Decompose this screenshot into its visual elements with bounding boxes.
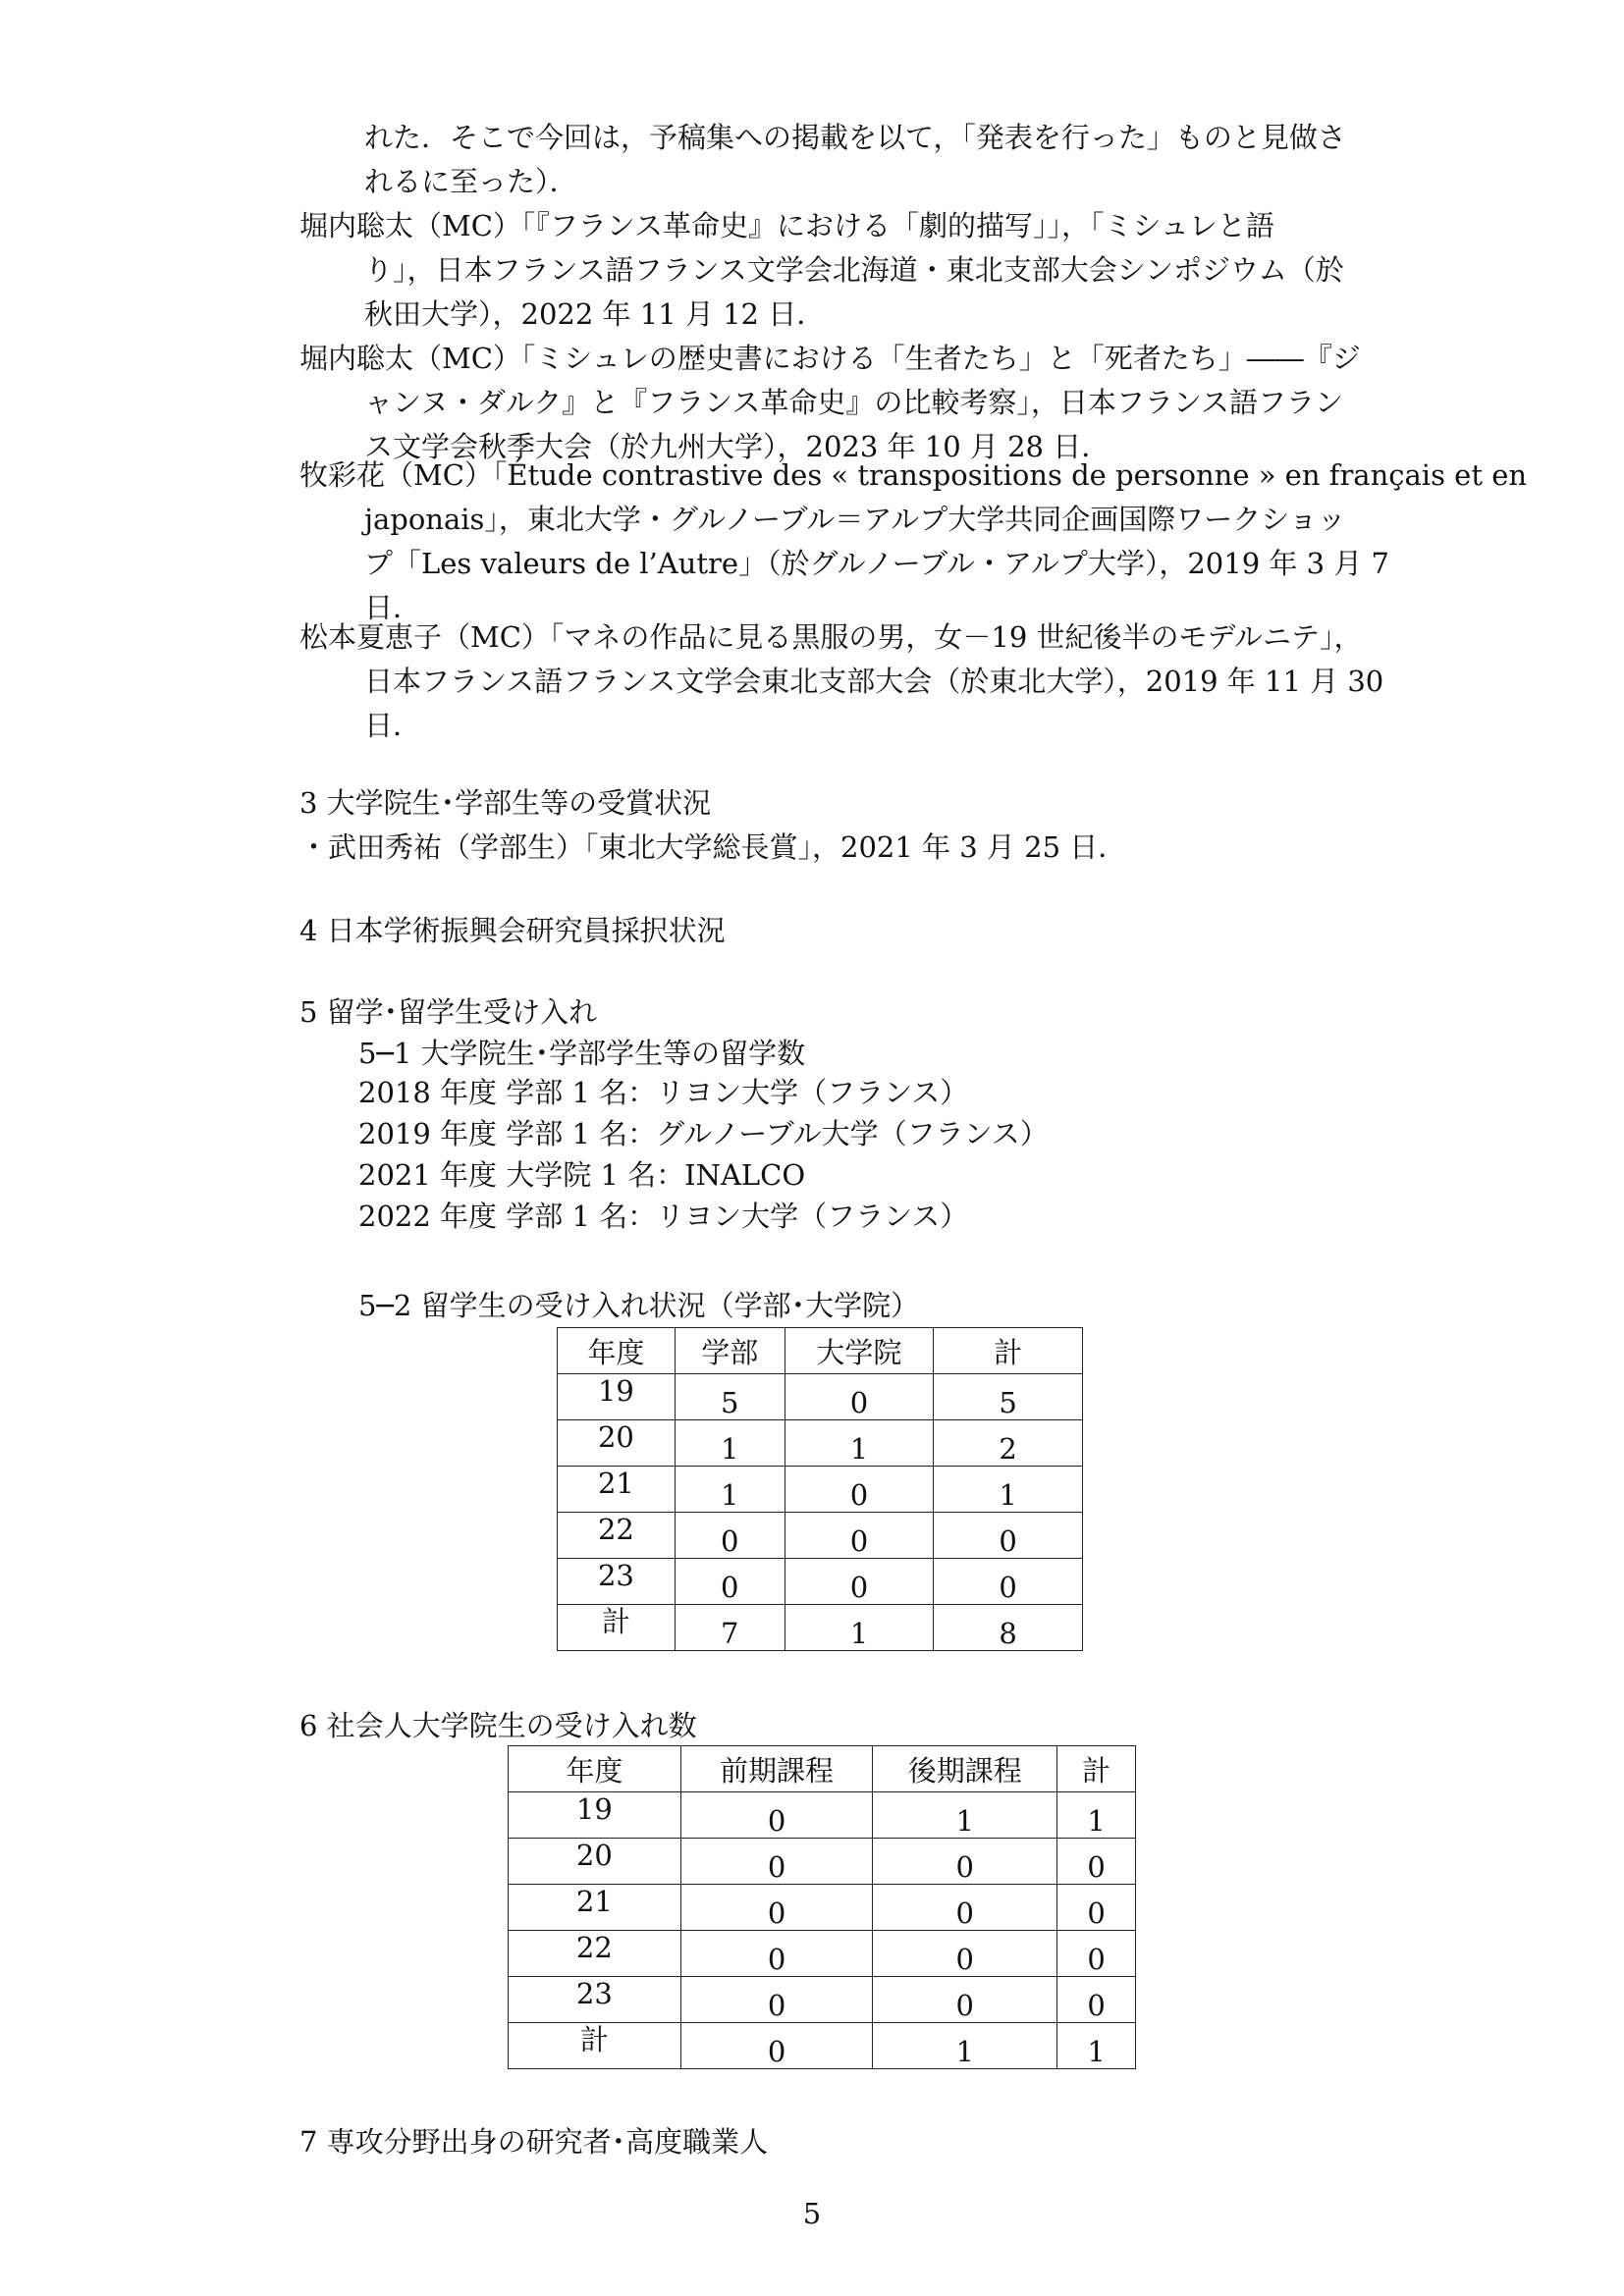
table-cell: 20	[509, 1839, 681, 1885]
table-cell: 0	[785, 1467, 934, 1513]
section-5-2-heading: 5─2 留学生の受け入れ状況（学部･大学院）	[358, 1289, 920, 1322]
table-row	[558, 1559, 1083, 1605]
entry-line: ス文学会秋季大会（於九州大学），2023 年 10 月 28 日．	[364, 430, 1110, 463]
entry-line: プ「Les valeurs de l’Autre」（於グルノーブル・アルプ大学），2019 年 3 月 7	[364, 547, 1389, 580]
table-row	[509, 1792, 1136, 1839]
presentation-entry-maki	[299, 454, 1528, 630]
table-cell: 2	[934, 1420, 1083, 1467]
presentation-entry-horiuchi-1	[299, 204, 1409, 337]
header-cell: 学部	[675, 1328, 785, 1374]
table-cell: 0	[680, 1792, 873, 1839]
table-row	[558, 1374, 1083, 1420]
table-cell: 計	[509, 2023, 681, 2069]
header-cell: 後期課程	[873, 1746, 1057, 1792]
table-total-row	[509, 2023, 1136, 2069]
table-cell: 22	[558, 1513, 676, 1559]
table-cell: 0	[785, 1559, 934, 1605]
table-header-row	[558, 1328, 1083, 1374]
entry-line: japonais」，東北大学・グルノーブル＝アルプ大学共同企画国際ワークショッ	[364, 503, 1346, 536]
table-cell: 1	[785, 1605, 934, 1651]
section-6-heading: 6 社会人大学院生の受け入れ数	[299, 1709, 697, 1742]
table-cell: 0	[785, 1513, 934, 1559]
table-cell: 1	[873, 1792, 1057, 1839]
table-cell: 0	[1057, 1839, 1136, 1885]
entry-line: 堀内聡太（MC）「『フランス革命史』における「劇的描写」」，「ミシュレと語	[299, 209, 1274, 242]
table-cell: 0	[675, 1513, 785, 1559]
table-cell: 0	[680, 1839, 873, 1885]
presentation-entry-horiuchi-2	[299, 337, 1409, 469]
table-cell: 0	[934, 1513, 1083, 1559]
working-adult-students-table	[508, 1745, 1136, 2069]
table-cell: 1	[1057, 1792, 1136, 1839]
table-cell: 0	[785, 1374, 934, 1420]
table-cell: 0	[680, 1977, 873, 2023]
study-abroad-item: 2018 年度 学部 1 名：リヨン大学（フランス）	[358, 1076, 969, 1109]
table-cell: 22	[509, 1931, 681, 1977]
table-cell: 0	[934, 1559, 1083, 1605]
header-cell: 大学院	[785, 1328, 934, 1374]
table-cell: 0	[680, 1885, 873, 1931]
table-cell: 20	[558, 1420, 676, 1467]
table-cell: 0	[873, 1931, 1057, 1977]
presentation-entry-continuation	[299, 116, 1409, 204]
table-row	[509, 1977, 1136, 2023]
header-cell: 年度	[509, 1746, 681, 1792]
table-cell: 5	[675, 1374, 785, 1420]
table-cell: 19	[509, 1792, 681, 1839]
section-7-heading: 7 専攻分野出身の研究者･高度職業人	[299, 2125, 769, 2159]
entry-line: 牧彩花（MC）「Étude contrastive des « transpositions de personne » en français et en	[299, 458, 1528, 492]
header-cell: 前期課程	[680, 1746, 873, 1792]
table-cell: 0	[873, 1885, 1057, 1931]
table-cell: 23	[509, 1977, 681, 2023]
section-5-heading: 5 留学･留学生受け入れ	[299, 995, 598, 1029]
table-cell: 0	[1057, 1977, 1136, 2023]
table-cell: 0	[675, 1559, 785, 1605]
table-cell: 7	[675, 1605, 785, 1651]
page-number: 5	[802, 2197, 822, 2230]
study-abroad-list	[358, 1072, 1049, 1237]
table-cell: 1	[785, 1420, 934, 1467]
table-cell: 19	[558, 1374, 676, 1420]
table-cell: 1	[675, 1420, 785, 1467]
table-cell: 0	[1057, 1931, 1136, 1977]
entry-line: 松本夏恵子（MC）「マネの作品に見る黒服の男，女－19 世紀後半のモデルニテ」，	[299, 620, 1363, 654]
table-cell: 23	[558, 1559, 676, 1605]
table-cell: 21	[509, 1885, 681, 1931]
presentation-entry-matsumoto	[299, 615, 1409, 748]
study-abroad-item: 2022 年度 学部 1 名：リヨン大学（フランス）	[358, 1200, 969, 1233]
header-cell: 計	[934, 1328, 1083, 1374]
entry-line: 日本フランス語フランス文学会東北支部大会（於東北大学），2019 年 11 月 30	[364, 665, 1384, 698]
table-cell: 1	[873, 2023, 1057, 2069]
table-cell: 0	[873, 1977, 1057, 2023]
table-cell: 0	[1057, 1885, 1136, 1931]
table-cell: 1	[675, 1467, 785, 1513]
entry-line: れるに至った）．	[364, 165, 578, 198]
table-cell: 1	[934, 1467, 1083, 1513]
table-row	[509, 1885, 1136, 1931]
header-cell: 年度	[558, 1328, 676, 1374]
table-cell: 5	[934, 1374, 1083, 1420]
entry-line: 堀内聡太（MC）「ミシュレの歴史書における「生者たち」と「死者たち」――『ジ	[299, 342, 1361, 375]
table-row	[509, 1839, 1136, 1885]
study-abroad-item: 2021 年度 大学院 1 名：INALCO	[358, 1158, 806, 1192]
section-3-heading: 3 大学院生･学部生等の受賞状況	[299, 786, 712, 820]
section-5-1-heading: 5─1 大学院生･学部学生等の留学数	[358, 1037, 806, 1070]
entry-line: り」，日本フランス語フランス文学会北海道・東北支部大会シンポジウム（於	[364, 253, 1344, 287]
international-students-table	[557, 1327, 1083, 1651]
table-cell: 0	[873, 1839, 1057, 1885]
table-total-row	[558, 1605, 1083, 1651]
table-row	[558, 1420, 1083, 1467]
entry-line: 秋田大学），2022 年 11 月 12 日．	[364, 297, 826, 331]
entry-line: 日．	[364, 591, 422, 624]
table-row	[558, 1513, 1083, 1559]
table-cell: 21	[558, 1467, 676, 1513]
entry-line: 日．	[364, 709, 422, 742]
header-cell: 計	[1057, 1746, 1136, 1792]
section-4-heading: 4 日本学術振興会研究員採択状況	[299, 914, 726, 947]
entry-line: ャンヌ・ダルク』と『フランス革命史』の比較考察」，日本フランス語フラン	[364, 386, 1344, 419]
table-cell: 8	[934, 1605, 1083, 1651]
table-cell: 0	[680, 2023, 873, 2069]
table-row	[558, 1467, 1083, 1513]
table-cell: 計	[558, 1605, 676, 1651]
award-item: ・武田秀祐（学部生）「東北大学総長賞」，2021 年 3 月 25 日．	[299, 830, 1127, 864]
study-abroad-item: 2019 年度 学部 1 名：グルノーブル大学（フランス）	[358, 1117, 1049, 1150]
table-cell: 0	[680, 1931, 873, 1977]
table-header-row	[509, 1746, 1136, 1792]
table-cell: 1	[1057, 2023, 1136, 2069]
entry-line: れた．そこで今回は，予稿集への掲載を以て，「発表を行った」ものと見做さ	[364, 121, 1346, 154]
table-row	[509, 1931, 1136, 1977]
